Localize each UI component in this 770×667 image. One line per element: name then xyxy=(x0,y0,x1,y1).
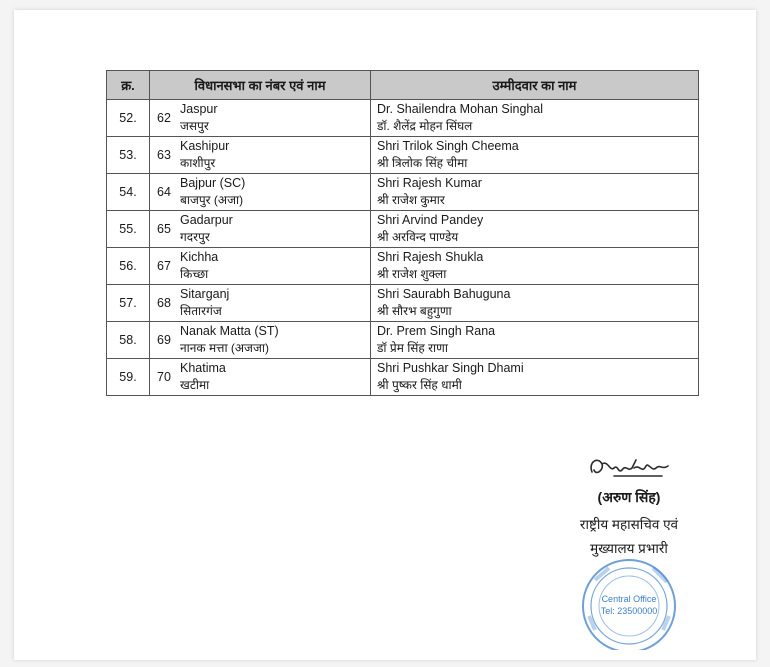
candidate-name-english: Dr. Shailendra Mohan Singhal xyxy=(377,102,544,116)
table-row xyxy=(107,137,699,174)
candidate-name-hindi: डॉ प्रेम सिंह राणा xyxy=(377,341,448,355)
ac-number-cell: 70 xyxy=(150,359,179,396)
candidate-name-hindi: श्री सौरभ बहुगुणा xyxy=(377,304,452,318)
candidate-name-hindi: श्री पुष्कर सिंह धामी xyxy=(377,378,462,392)
candidate-name-english: Shri Saurabh Bahuguna xyxy=(377,287,511,301)
serial-cell: 55. xyxy=(107,211,150,248)
ac-number-cell: 65 xyxy=(150,211,179,248)
header-constituency: विधानसभा का नंबर एवं नाम xyxy=(150,71,371,100)
table-header-row xyxy=(107,71,699,100)
table-row xyxy=(107,174,699,211)
table-row xyxy=(107,211,699,248)
ac-name-english: Kashipur xyxy=(180,139,230,153)
ac-name-cell xyxy=(178,100,371,137)
ac-name-hindi: खटीमा xyxy=(180,378,210,392)
candidate-cell xyxy=(371,248,699,285)
ac-number-cell: 62 xyxy=(150,100,179,137)
candidate-name-hindi: श्री अरविन्द पाण्डेय xyxy=(377,230,459,244)
document-page xyxy=(14,10,756,660)
ac-name-cell xyxy=(178,359,371,396)
ac-name-english: Bajpur (SC) xyxy=(180,176,246,190)
ac-number-cell: 69 xyxy=(150,322,179,359)
signatory-name: (अरुण सिंह) xyxy=(597,489,661,505)
stamp-line-1: Central Office xyxy=(601,594,657,604)
candidate-cell xyxy=(371,322,699,359)
ac-name-cell xyxy=(178,322,371,359)
ac-name-hindi: नानक मत्ता (अजजा) xyxy=(180,341,269,355)
stamp-line-2: Tel: 23500000 xyxy=(600,606,658,616)
candidate-name-hindi: श्री त्रिलोक सिंह चीमा xyxy=(377,156,468,170)
candidate-name-english: Shri Trilok Singh Cheema xyxy=(377,139,519,153)
designation-line-1: राष्ट्रीय महासचिव एवं xyxy=(579,517,679,532)
ac-name-english: Khatima xyxy=(180,361,226,375)
ac-name-english: Sitarganj xyxy=(180,287,230,301)
ac-number-cell: 68 xyxy=(150,285,179,322)
ac-name-hindi: सितारगंज xyxy=(180,304,222,318)
serial-cell: 56. xyxy=(107,248,150,285)
table-row xyxy=(107,248,699,285)
candidate-name-english: Shri Arvind Pandey xyxy=(377,213,484,227)
ac-number-cell: 67 xyxy=(150,248,179,285)
candidate-name-english: Shri Pushkar Singh Dhami xyxy=(377,361,524,375)
candidate-name-english: Shri Rajesh Kumar xyxy=(377,176,482,190)
ac-name-cell xyxy=(178,137,371,174)
ac-name-cell xyxy=(178,174,371,211)
candidate-name-hindi: श्री राजेश शुक्ला xyxy=(377,267,447,281)
table-row xyxy=(107,285,699,322)
serial-cell: 52. xyxy=(107,100,150,137)
ac-name-hindi: किच्छा xyxy=(180,267,209,281)
candidate-name-hindi: डॉ. शैलेंद्र मोहन सिंघल xyxy=(377,119,473,133)
serial-cell: 54. xyxy=(107,174,150,211)
ac-name-hindi: गदरपुर xyxy=(180,230,210,244)
candidate-cell xyxy=(371,285,699,322)
header-candidate: उम्मीदवार का नाम xyxy=(371,71,699,100)
candidate-table xyxy=(106,70,699,396)
ac-name-cell xyxy=(178,211,371,248)
serial-cell: 57. xyxy=(107,285,150,322)
table-row xyxy=(107,359,699,396)
office-stamp xyxy=(569,550,685,650)
table-row xyxy=(107,322,699,359)
ac-name-english: Nanak Matta (ST) xyxy=(180,324,279,338)
header-serial: क्र. xyxy=(107,71,150,100)
ac-name-hindi: काशीपुर xyxy=(180,156,216,170)
ac-number-cell: 63 xyxy=(150,137,179,174)
serial-cell: 58. xyxy=(107,322,150,359)
serial-cell: 59. xyxy=(107,359,150,396)
ac-number-cell: 64 xyxy=(150,174,179,211)
ac-name-hindi: बाजपुर (अजा) xyxy=(180,193,244,207)
handwritten-signature xyxy=(584,450,674,484)
candidate-cell xyxy=(371,100,699,137)
designation-line-2: मुख्यालय प्रभारी xyxy=(590,541,668,556)
candidate-cell xyxy=(371,211,699,248)
candidate-name-english: Shri Rajesh Shukla xyxy=(377,250,484,264)
candidate-cell xyxy=(371,137,699,174)
serial-cell: 53. xyxy=(107,137,150,174)
candidate-cell xyxy=(371,359,699,396)
ac-name-english: Gadarpur xyxy=(180,213,233,227)
candidate-name-english: Dr. Prem Singh Rana xyxy=(377,324,496,338)
ac-name-english: Kichha xyxy=(180,250,219,264)
table-row xyxy=(107,100,699,137)
ac-name-cell xyxy=(178,285,371,322)
candidate-name-hindi: श्री राजेश कुमार xyxy=(377,193,445,207)
signature-block xyxy=(514,450,744,561)
candidate-cell xyxy=(371,174,699,211)
ac-name-english: Jaspur xyxy=(180,102,218,116)
ac-name-hindi: जसपुर xyxy=(180,119,209,133)
ac-name-cell xyxy=(178,248,371,285)
